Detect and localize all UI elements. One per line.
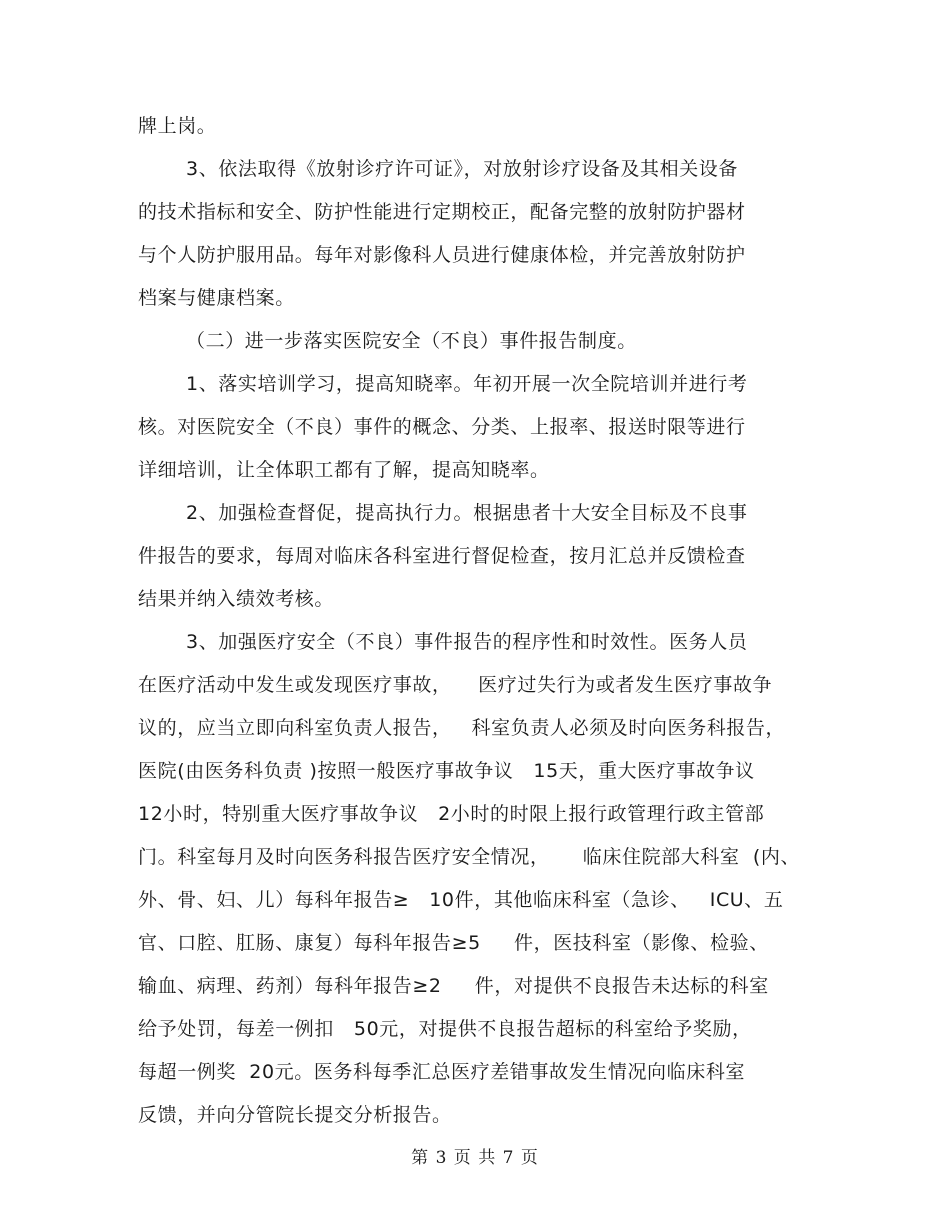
text-line: 每超一例奖 20元。医务科每季汇总医疗差错事故发生情况向临床科室: [138, 1061, 746, 1083]
text-line: 议的，应当立即向科室负责人报告， 科室负责人必须及时向医务科报告，: [138, 717, 786, 739]
text-line: 详细培训，让全体职工都有了解，提高知晓率。: [138, 459, 550, 481]
text-line: 与个人防护服用品。每年对影像科人员进行健康体检，并完善放射防护: [138, 244, 746, 266]
text-line: 件报告的要求，每周对临床各科室进行督促检查，按月汇总并反馈检查: [138, 545, 746, 567]
text-line: 档案与健康档案。: [138, 287, 295, 309]
text-line: 12小时，特别重大医疗事故争议 2小时的时限上报行政管理行政主管部: [138, 803, 765, 825]
page-number-footer: 第 3 页 共 7 页: [411, 1148, 539, 1168]
text-line: 的技术指标和安全、防护性能进行定期校正，配备完整的放射防护器材: [138, 201, 746, 223]
text-line: 在医疗活动中发生或发现医疗事故， 医疗过失行为或者发生医疗事故争: [138, 674, 773, 696]
text-line: 医院(由医务科负责 )按照一般医疗事故争议 15天，重大医疗事故争议: [138, 760, 755, 782]
text-line: 门。科室每月及时向医务科报告医疗安全情况， 临床住院部大科室 (内、: [138, 846, 801, 868]
text-line: 3、加强医疗安全（不良）事件报告的程序性和时效性。医务人员: [186, 631, 748, 653]
text-line: 结果并纳入绩效考核。: [138, 588, 335, 610]
text-line: 1、落实培训学习，提高知晓率。年初开展一次全院培训并进行考: [186, 373, 748, 395]
section-heading: （二）进一步落实医院安全（不良）事件报告制度。: [186, 330, 637, 352]
text-line: 3、依法取得《放射诊疗许可证》，对放射诊疗设备及其相关设备: [186, 158, 738, 180]
text-line: 输血、病理、药剂）每科年报告≥2 件，对提供不良报告未达标的科室: [138, 975, 769, 997]
text-line: 外、骨、妇、儿）每科年报告≥ 10件，其他临床科室（急诊、 ICU、五: [138, 889, 784, 911]
text-line: 核。对医院安全（不良）事件的概念、分类、上报率、报送时限等进行: [138, 416, 746, 438]
text-line: 给予处罚，每差一例扣 50元，对提供不良报告超标的科室给予奖励，: [138, 1018, 752, 1040]
text-line: 牌上岗。: [138, 115, 217, 137]
text-line: 反馈，并向分管院长提交分析报告。: [138, 1104, 452, 1126]
text-line: 2、加强检查督促，提高执行力。根据患者十大安全目标及不良事: [186, 502, 748, 524]
text-line: 官、口腔、肛肠、康复）每科年报告≥5 件，医技科室（影像、检验、: [138, 932, 769, 954]
